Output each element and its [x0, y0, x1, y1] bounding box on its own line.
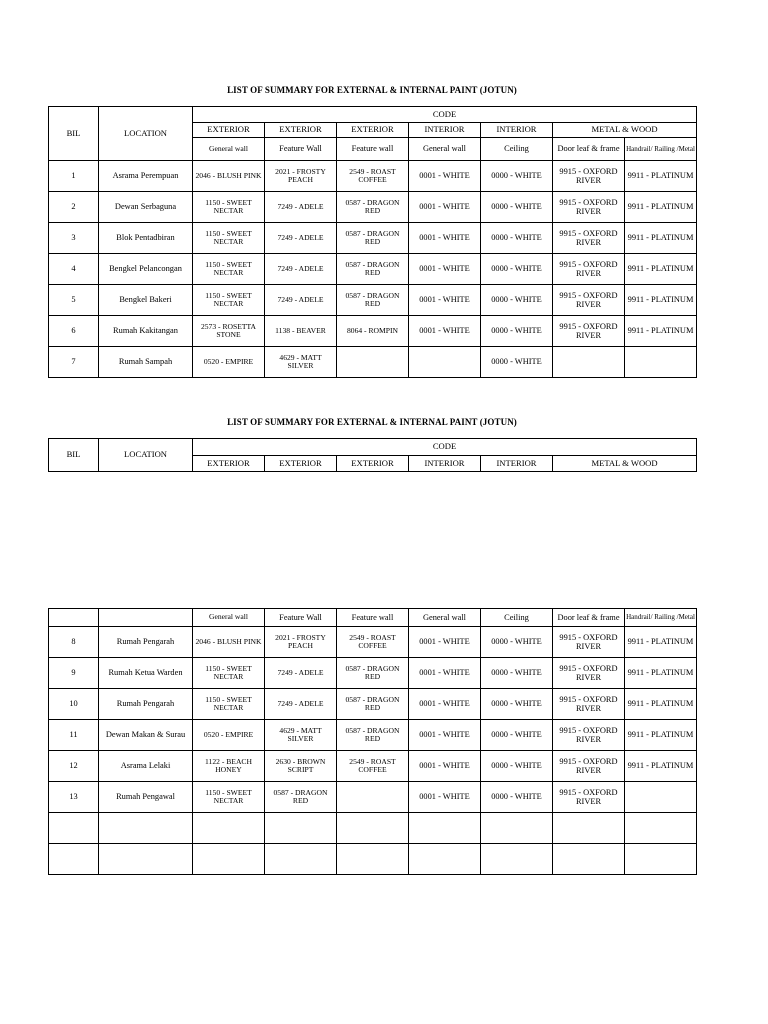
table-row	[49, 751, 697, 782]
paint-code-cell: 4629 - MATT SILVER	[265, 347, 337, 378]
paint-code-cell: 1150 - SWEET NECTAR	[193, 285, 265, 316]
table-row	[49, 658, 697, 689]
paint-code-cell: 0587 - DRAGON RED	[337, 285, 409, 316]
subheader: General wall	[409, 609, 481, 627]
paint-code-cell: 0001 - WHITE	[409, 316, 481, 347]
paint-code-cell: 0001 - WHITE	[409, 192, 481, 223]
paint-code-cell	[193, 813, 265, 844]
paint-summary-table-page2	[48, 608, 697, 875]
location-cell: Blok Pentadbiran	[99, 223, 193, 254]
subheader: Feature wall	[337, 138, 409, 161]
empty-cell	[99, 609, 193, 627]
location-cell: Bengkel Bakeri	[99, 285, 193, 316]
empty-cell	[49, 609, 99, 627]
header-bil: BIL	[49, 439, 99, 472]
paint-code-cell	[481, 844, 553, 875]
paint-code-cell: 0000 - WHITE	[481, 689, 553, 720]
paint-code-cell	[553, 347, 625, 378]
table-row	[49, 813, 697, 844]
paint-code-cell: 0000 - WHITE	[481, 751, 553, 782]
paint-code-cell: 9915 - OXFORD RIVER	[553, 316, 625, 347]
table-row	[49, 223, 697, 254]
paint-code-cell	[337, 347, 409, 378]
paint-code-cell: 0000 - WHITE	[481, 627, 553, 658]
row-number: 10	[49, 689, 99, 720]
paint-code-cell: 2573 - ROSETTA STONE	[193, 316, 265, 347]
page-title: LIST OF SUMMARY FOR EXTERNAL & INTERNAL PAINT (JOTUN)	[227, 85, 517, 95]
location-cell: Rumah Sampah	[99, 347, 193, 378]
table-row	[49, 285, 697, 316]
paint-code-cell	[337, 813, 409, 844]
paint-code-cell: 9911 - PLATINUM	[625, 223, 697, 254]
paint-code-cell: 2549 - ROAST COFFEE	[337, 627, 409, 658]
paint-code-cell	[625, 813, 697, 844]
paint-code-cell: 0001 - WHITE	[409, 223, 481, 254]
row-number: 3	[49, 223, 99, 254]
paint-code-cell: 9915 - OXFORD RIVER	[553, 254, 625, 285]
paint-code-cell	[625, 844, 697, 875]
paint-code-cell: 4629 - MATT SILVER	[265, 720, 337, 751]
location-cell: Rumah Kakitangan	[99, 316, 193, 347]
row-number: 4	[49, 254, 99, 285]
subheader: Door leaf & frame	[553, 138, 625, 161]
paint-code-cell: 0587 - DRAGON RED	[337, 192, 409, 223]
paint-code-cell: 9915 - OXFORD RIVER	[553, 285, 625, 316]
paint-code-cell: 9915 - OXFORD RIVER	[553, 192, 625, 223]
header-metal-wood: METAL & WOOD	[553, 123, 697, 138]
paint-code-cell: 0000 - WHITE	[481, 347, 553, 378]
paint-code-cell	[193, 844, 265, 875]
location-cell: Bengkel Pelancongan	[99, 254, 193, 285]
header-bil: BIL	[49, 107, 99, 161]
paint-code-cell: 0000 - WHITE	[481, 658, 553, 689]
location-cell: Rumah Pengarah	[99, 627, 193, 658]
location-cell: Rumah Ketua Warden	[99, 658, 193, 689]
location-cell: Dewan Serbaguna	[99, 192, 193, 223]
row-number: 7	[49, 347, 99, 378]
subheader: Ceiling	[481, 138, 553, 161]
paint-code-cell: 2549 - ROAST COFFEE	[337, 161, 409, 192]
table-body	[49, 627, 697, 875]
header-group: EXTERIOR	[193, 456, 265, 472]
location-cell: Dewan Makan & Surau	[99, 720, 193, 751]
table-row	[49, 689, 697, 720]
subheader: Door leaf & frame	[553, 609, 625, 627]
paint-code-cell	[553, 844, 625, 875]
paint-code-cell: 9915 - OXFORD RIVER	[553, 751, 625, 782]
header-group: INTERIOR	[409, 123, 481, 138]
header-group: INTERIOR	[481, 456, 553, 472]
subheader: Feature wall	[337, 609, 409, 627]
paint-code-cell: 0000 - WHITE	[481, 254, 553, 285]
paint-code-cell	[265, 813, 337, 844]
paint-code-cell: 9915 - OXFORD RIVER	[553, 720, 625, 751]
paint-code-cell: 0587 - DRAGON RED	[337, 254, 409, 285]
subheader: General wall	[193, 138, 265, 161]
location-cell	[99, 813, 193, 844]
paint-code-cell	[553, 813, 625, 844]
paint-code-cell: 9911 - PLATINUM	[625, 751, 697, 782]
paint-code-cell: 2021 - FROSTY PEACH	[265, 161, 337, 192]
paint-code-cell: 7249 - ADELE	[265, 254, 337, 285]
header-group: EXTERIOR	[337, 123, 409, 138]
paint-code-cell: 9915 - OXFORD RIVER	[553, 223, 625, 254]
paint-code-cell: 0001 - WHITE	[409, 782, 481, 813]
paint-code-cell: 1138 - BEAVER	[265, 316, 337, 347]
paint-code-cell: 1150 - SWEET NECTAR	[193, 658, 265, 689]
header-group: INTERIOR	[409, 456, 481, 472]
row-number: 5	[49, 285, 99, 316]
paint-code-cell: 1150 - SWEET NECTAR	[193, 254, 265, 285]
paint-summary-table	[48, 106, 697, 378]
paint-code-cell	[265, 844, 337, 875]
table-row	[49, 347, 697, 378]
header-group: EXTERIOR	[337, 456, 409, 472]
paint-code-cell: 2046 - BLUSH PINK	[193, 627, 265, 658]
subheader: Handrail/ Railing /Metal	[625, 609, 697, 627]
header-group: EXTERIOR	[265, 123, 337, 138]
header-group: INTERIOR	[481, 123, 553, 138]
paint-code-cell	[409, 813, 481, 844]
header-location: LOCATION	[99, 107, 193, 161]
subheader: General wall	[193, 609, 265, 627]
subheader: Ceiling	[481, 609, 553, 627]
paint-code-cell: 9911 - PLATINUM	[625, 254, 697, 285]
paint-code-cell: 9911 - PLATINUM	[625, 627, 697, 658]
paint-code-cell: 0587 - DRAGON RED	[337, 720, 409, 751]
paint-code-cell: 0000 - WHITE	[481, 285, 553, 316]
row-number: 8	[49, 627, 99, 658]
paint-code-cell: 7249 - ADELE	[265, 658, 337, 689]
paint-code-cell: 0000 - WHITE	[481, 316, 553, 347]
table-row	[49, 627, 697, 658]
paint-code-cell: 9915 - OXFORD RIVER	[553, 627, 625, 658]
paint-code-cell: 1150 - SWEET NECTAR	[193, 192, 265, 223]
table-body	[49, 161, 697, 378]
row-number	[49, 813, 99, 844]
paint-code-cell: 1150 - SWEET NECTAR	[193, 689, 265, 720]
paint-code-cell: 0000 - WHITE	[481, 192, 553, 223]
paint-code-cell: 8064 - ROMPIN	[337, 316, 409, 347]
location-cell: Asrama Perempuan	[99, 161, 193, 192]
paint-code-cell: 0587 - DRAGON RED	[337, 658, 409, 689]
header-group: EXTERIOR	[265, 456, 337, 472]
table-row	[49, 720, 697, 751]
table-row	[49, 844, 697, 875]
paint-code-cell: 0001 - WHITE	[409, 689, 481, 720]
paint-code-cell	[481, 813, 553, 844]
paint-code-cell: 1150 - SWEET NECTAR	[193, 223, 265, 254]
table-row	[49, 782, 697, 813]
paint-code-cell: 0001 - WHITE	[409, 658, 481, 689]
row-number	[49, 844, 99, 875]
row-number: 9	[49, 658, 99, 689]
header-code: CODE	[193, 107, 697, 123]
paint-code-cell: 7249 - ADELE	[265, 285, 337, 316]
row-number: 6	[49, 316, 99, 347]
paint-code-cell: 9911 - PLATINUM	[625, 689, 697, 720]
paint-code-cell	[337, 844, 409, 875]
paint-code-cell: 0001 - WHITE	[409, 720, 481, 751]
header-metal-wood: METAL & WOOD	[553, 456, 697, 472]
subheader: Feature Wall	[265, 609, 337, 627]
paint-code-cell: 9915 - OXFORD RIVER	[553, 658, 625, 689]
paint-code-cell: 0001 - WHITE	[409, 161, 481, 192]
paint-code-cell: 0000 - WHITE	[481, 720, 553, 751]
subheader: Feature Wall	[265, 138, 337, 161]
paint-code-cell: 0587 - DRAGON RED	[265, 782, 337, 813]
paint-code-cell: 9911 - PLATINUM	[625, 658, 697, 689]
location-cell: Rumah Pengarah	[99, 689, 193, 720]
paint-summary-table-continued	[48, 438, 697, 472]
table-row	[49, 192, 697, 223]
row-number: 2	[49, 192, 99, 223]
location-cell: Asrama Lelaki	[99, 751, 193, 782]
paint-code-cell: 7249 - ADELE	[265, 192, 337, 223]
paint-code-cell: 9911 - PLATINUM	[625, 161, 697, 192]
paint-code-cell: 9911 - PLATINUM	[625, 285, 697, 316]
paint-code-cell	[625, 347, 697, 378]
subheader: Handrail/ Railing /Metal	[625, 138, 697, 161]
paint-code-cell: 0587 - DRAGON RED	[337, 689, 409, 720]
paint-code-cell: 1150 - SWEET NECTAR	[193, 782, 265, 813]
paint-code-cell: 0520 - EMPIRE	[193, 347, 265, 378]
subheader: General wall	[409, 138, 481, 161]
paint-code-cell: 2549 - ROAST COFFEE	[337, 751, 409, 782]
paint-code-cell: 9911 - PLATINUM	[625, 316, 697, 347]
paint-code-cell: 9911 - PLATINUM	[625, 192, 697, 223]
paint-code-cell: 0001 - WHITE	[409, 285, 481, 316]
paint-code-cell: 9911 - PLATINUM	[625, 720, 697, 751]
table-row	[49, 254, 697, 285]
paint-code-cell: 7249 - ADELE	[265, 689, 337, 720]
paint-code-cell: 9915 - OXFORD RIVER	[553, 782, 625, 813]
table-row	[49, 316, 697, 347]
paint-code-cell	[625, 782, 697, 813]
paint-code-cell: 0000 - WHITE	[481, 161, 553, 192]
paint-code-cell: 0000 - WHITE	[481, 782, 553, 813]
paint-code-cell: 9915 - OXFORD RIVER	[553, 161, 625, 192]
paint-code-cell: 0001 - WHITE	[409, 254, 481, 285]
paint-code-cell	[337, 782, 409, 813]
paint-code-cell: 9915 - OXFORD RIVER	[553, 689, 625, 720]
row-number: 11	[49, 720, 99, 751]
location-cell: Rumah Pengawal	[99, 782, 193, 813]
paint-code-cell: 0000 - WHITE	[481, 223, 553, 254]
paint-code-cell: 2021 - FROSTY PEACH	[265, 627, 337, 658]
paint-code-cell: 2046 - BLUSH PINK	[193, 161, 265, 192]
paint-code-cell: 0001 - WHITE	[409, 627, 481, 658]
paint-code-cell: 0587 - DRAGON RED	[337, 223, 409, 254]
paint-code-cell: 7249 - ADELE	[265, 223, 337, 254]
paint-code-cell: 1122 - BEACH HONEY	[193, 751, 265, 782]
row-number: 13	[49, 782, 99, 813]
header-location: LOCATION	[99, 439, 193, 472]
header-code: CODE	[193, 439, 697, 456]
paint-code-cell	[409, 347, 481, 378]
row-number: 12	[49, 751, 99, 782]
page-title: LIST OF SUMMARY FOR EXTERNAL & INTERNAL PAINT (JOTUN)	[227, 417, 517, 427]
paint-code-cell: 2630 - BROWN SCRIPT	[265, 751, 337, 782]
location-cell	[99, 844, 193, 875]
paint-code-cell	[409, 844, 481, 875]
paint-code-cell: 0001 - WHITE	[409, 751, 481, 782]
table-row	[49, 161, 697, 192]
paint-code-cell: 0520 - EMPIRE	[193, 720, 265, 751]
header-group: EXTERIOR	[193, 123, 265, 138]
row-number: 1	[49, 161, 99, 192]
